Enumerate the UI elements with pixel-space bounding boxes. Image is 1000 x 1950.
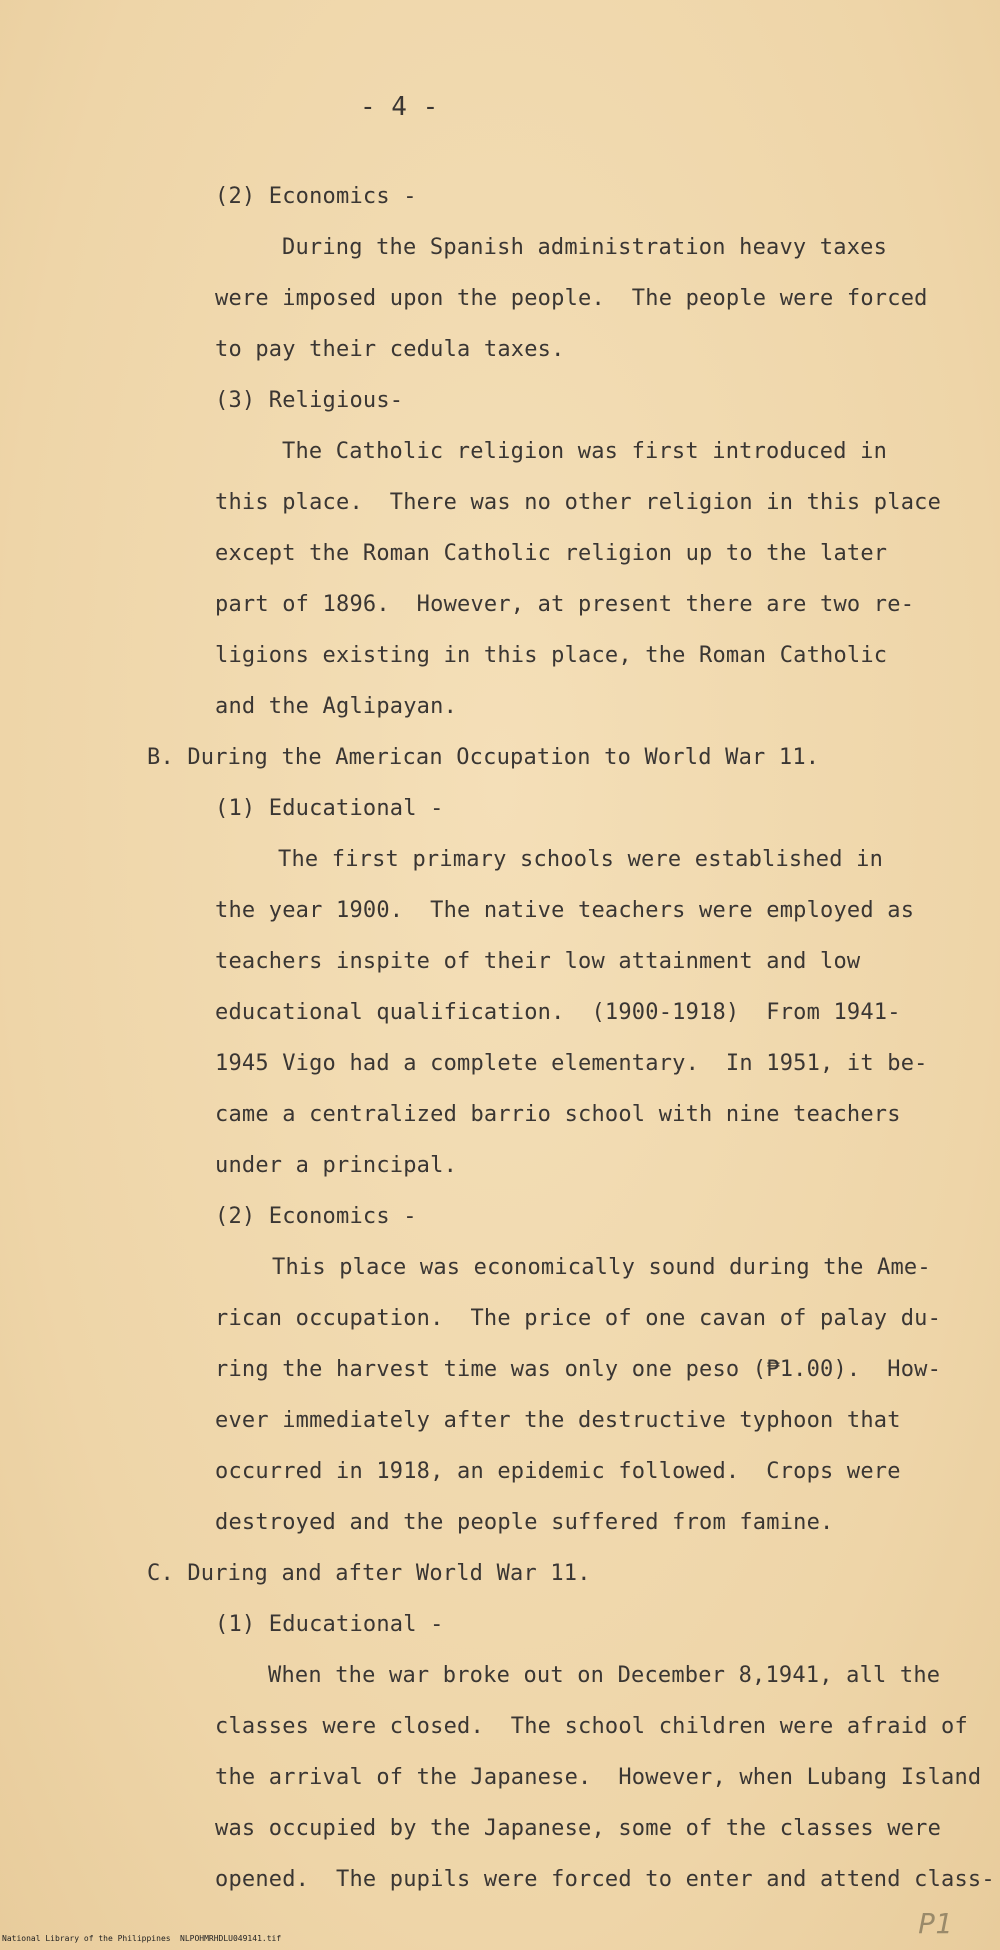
text-line: (2) Economics - <box>215 1204 417 1229</box>
text-line: ring the harvest time was only one peso (₱1.00). How- <box>215 1357 942 1382</box>
text-line: part of 1896. However, at present there are two re- <box>215 592 915 617</box>
text-line: was occupied by the Japanese, some of the classes were <box>215 1816 942 1841</box>
text-line: ligions existing in this place, the Roman Catholic <box>215 643 888 668</box>
text-line: educational qualification. (1900-1918) From 1941- <box>215 1000 901 1025</box>
text-line: (1) Educational - <box>215 1612 444 1637</box>
section-heading: B. During the American Occupation to World War 11. <box>147 745 820 770</box>
text-line: 1945 Vigo had a complete elementary. In 1951, it be- <box>215 1051 928 1076</box>
text-line: ever immediately after the destructive typhoon that <box>215 1408 901 1433</box>
text-line: this place. There was no other religion in this place <box>215 490 942 515</box>
text-line: destroyed and the people suffered from famine. <box>215 1510 834 1535</box>
text-line: and the Aglipayan. <box>215 694 458 719</box>
text-line: (2) Economics - <box>215 184 417 209</box>
text-line: the arrival of the Japanese. However, when Lubang Island <box>215 1765 982 1790</box>
text-line: occurred in 1918, an epidemic followed. Crops were <box>215 1459 901 1484</box>
text-line: to pay their cedula taxes. <box>215 337 565 362</box>
corner-handwritten-mark: P1 <box>918 1907 952 1940</box>
text-line: under a principal. <box>215 1153 458 1178</box>
text-line: When the war broke out on December 8,1941, all the <box>268 1663 941 1688</box>
section-heading: C. During and after World War 11. <box>147 1561 591 1586</box>
scan-footer <box>0 1932 1000 1946</box>
text-line: This place was economically sound during the Ame- <box>272 1255 931 1280</box>
text-line: During the Spanish administration heavy taxes <box>282 235 888 260</box>
text-line: opened. The pupils were forced to enter and attend class- <box>215 1867 995 1892</box>
text-line: except the Roman Catholic religion up to the later <box>215 541 888 566</box>
text-line: (3) Religious- <box>215 388 404 413</box>
text-line: (1) Educational - <box>215 796 444 821</box>
text-line: teachers inspite of their low attainment and low <box>215 949 861 974</box>
page-number: - 4 - <box>360 92 439 122</box>
text-line: rican occupation. The price of one cavan of palay du- <box>215 1306 942 1331</box>
text-line: came a centralized barrio school with nine teachers <box>215 1102 901 1127</box>
footer-file-name: NLPOHMRHDLU049141.tif <box>180 1934 282 1943</box>
text-line: the year 1900. The native teachers were employed as <box>215 898 915 923</box>
text-line: were imposed upon the people. The people were forced <box>215 286 928 311</box>
text-line: The first primary schools were established in <box>278 847 884 872</box>
text-line: The Catholic religion was first introduced in <box>282 439 888 464</box>
footer-library-label: National Library of the Philippines <box>2 1934 171 1943</box>
text-line: classes were closed. The school children were afraid of <box>215 1714 968 1739</box>
